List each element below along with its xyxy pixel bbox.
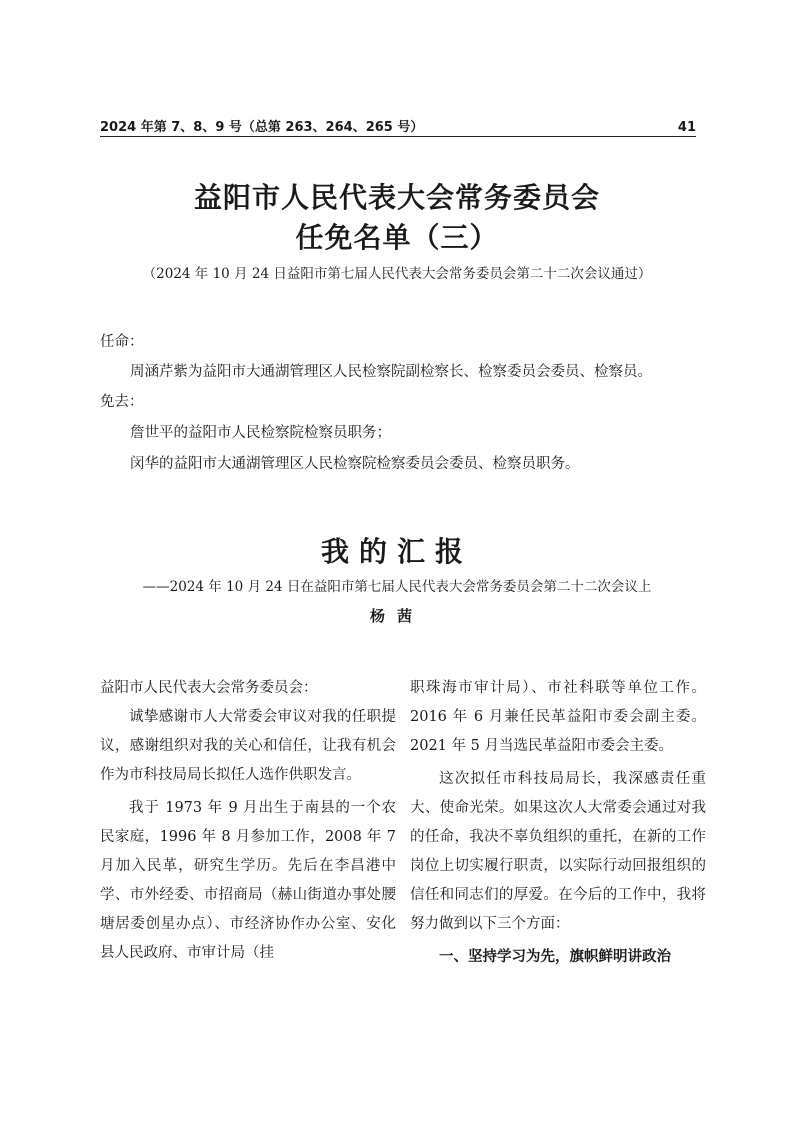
paragraph: 诚挚感谢市人大常委会审议对我的任职提议，感谢组织对我的关心和信任，让我有机会作为市科技局局长拟任人选作供职发言。 [100,709,396,783]
remove-item: 闵华的益阳市大通湖管理区人民检察院检察委员会委员、检察员职务。 [130,456,580,472]
issue-number: 2024 年第 7、8、9 号（总第 263、264、265 号） [100,120,424,135]
notice-title-line2: 任免名单（三） [295,221,499,254]
report-author: 杨茜 [369,607,424,625]
report-subtitle: ——2024 年 10 月 24 日在益阳市第七届人民代表大会常务委员会第二十二次会议上 [142,579,652,595]
salutation: 益阳市人民代表大会常务委员会： [100,680,318,696]
report-title: 我的汇报 [320,535,473,568]
section-heading: 一、坚持学习为先，旗帜鲜明讲政治 [439,949,671,965]
appoint-item: 周涵芹紫为益阳市大通湖管理区人民检察院副检察长、检察委员会委员、检察员。 [130,364,652,380]
left-column [100,674,396,968]
right-column [410,674,706,972]
remove-item: 詹世平的益阳市人民检察院检察员职务； [130,425,391,441]
remove-label: 免去： [100,394,144,410]
running-header [100,116,696,135]
notice-title: 益阳市人民代表大会常务委员会 [193,181,600,214]
appoint-label: 任命： [100,334,144,350]
paragraph: 这次拟任市科技局局长，我深感责任重大、使命光荣。如果这次人大常委会通过对我的任命，我决不辜负组织的重托，在新的工作岗位上切实履行职责，以实际行动回报组织的信任和同志们的厚爱。在今后的工作中，我将努力做到以下三个方面： [410,771,706,932]
notice-subtitle: （2024 年 10 月 24 日益阳市第七届人民代表大会常务委员会第二十二次会议通过） [142,266,652,282]
paragraph: 我于 1973 年 9 月出生于南县的一个农民家庭，1996 年 8 月参加工作，2008 年 7 月加入民革，研究生学历。先后在李昌港中学、市外经委、市招商局（赫山街道办事处腰塘居委创星办点）、市经济协作办公室、安化县人民政府、市审计局（挂 [100,800,396,961]
page-number: 41 [677,120,696,135]
paragraph-continuation: 职珠海市审计局）、市社科联等单位工作。2016 年 6 月兼任民革益阳市委会副主委。2021 年 5 月当选民革益阳市委会主委。 [410,680,706,754]
header-rule [100,136,696,137]
